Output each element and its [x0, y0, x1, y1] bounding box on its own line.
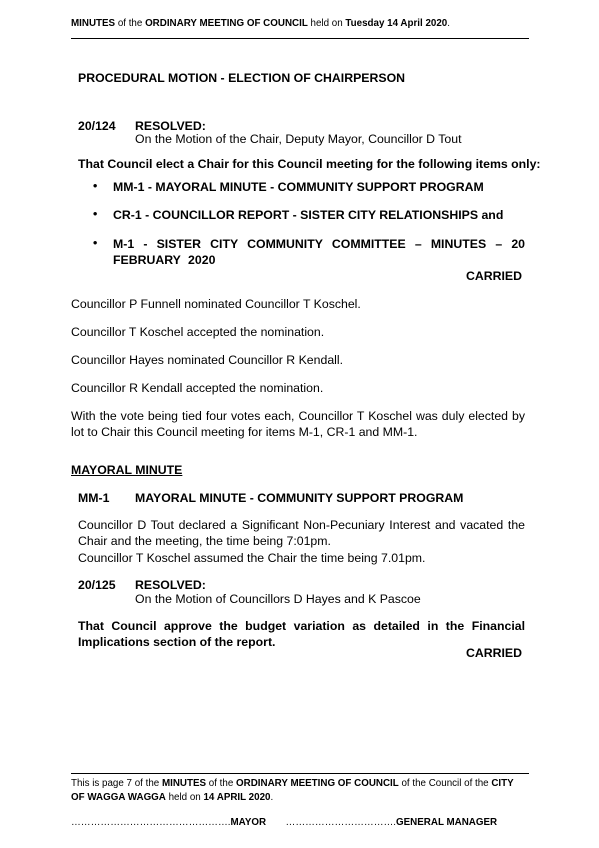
paragraph: With the vote being tied four votes each, Councillor T Koschel was duly elected by lot to Chair this Council meeting for items M-1, CR-1 and MM-1.	[71, 409, 525, 439]
signature-line	[71, 817, 497, 828]
footer-text-2: of the	[206, 778, 237, 789]
paragraph: Councillor P Funnell nominated Councillor T Koschel.	[71, 297, 361, 311]
footer-rule	[71, 773, 529, 774]
page-header	[71, 18, 450, 29]
header-date: Tuesday 14 April 2020	[345, 18, 448, 29]
resolution-mover-2: On the Motion of Councillors D Hayes and K Pascoe	[135, 592, 421, 606]
item-title: MAYORAL MINUTE - COMMUNITY SUPPORT PROGRAM	[135, 491, 464, 505]
mayor-label: MAYOR	[230, 817, 267, 828]
procedural-motion: That Council elect a Chair for this Council meeting for the following items only:	[78, 157, 541, 171]
footer-text-3: of the Council of the	[398, 778, 492, 789]
paragraph: Councillor D Tout declared a Significant Non-Pecuniary Interest and vacated the Chair and the meeting, the time being 7:01pm.	[78, 518, 525, 548]
gm-label: GENERAL MANAGER	[396, 817, 498, 828]
header-text-3: .	[447, 18, 450, 29]
paragraph: Councillor T Koschel accepted the nomination.	[71, 325, 325, 339]
paragraph: Councillor Hayes nominated Councillor R Kendall.	[71, 353, 344, 367]
item-code: MM-1	[78, 491, 110, 505]
bullet-icon: •	[93, 179, 98, 193]
footer-text-5: .	[270, 792, 274, 803]
footer-date: 14 APRIL 2020	[203, 792, 271, 803]
paragraph: Councillor T Koschel assumed the Chair the time being 7.01pm.	[78, 551, 426, 565]
page-footer	[71, 777, 529, 805]
footer-text-4: held on	[165, 792, 204, 803]
resolution-label-2: RESOLVED:	[135, 578, 206, 592]
header-rule	[71, 38, 529, 39]
resolution-label-1: RESOLVED:	[135, 119, 206, 133]
mayoral-motion: That Council approve the budget variation as detailed in the Financial Implications section of the report.	[78, 619, 525, 649]
list-item-text: M-1 - SISTER CITY COMMUNITY COMMITTEE – MINUTES – 20 FEBRUARY 2020	[113, 237, 525, 267]
header-text-1: of the	[115, 18, 146, 29]
footer-minutes: MINUTES	[161, 778, 207, 789]
footer-text-1: This is page 7 of the	[71, 778, 162, 789]
carried-label-1: CARRIED	[465, 269, 522, 283]
header-text-2: held on	[307, 18, 346, 29]
gm-signature-dots: …………………………….	[285, 817, 397, 828]
footer-meeting: ORDINARY MEETING OF COUNCIL	[236, 778, 399, 789]
resolution-number-2: 20/125	[78, 578, 116, 592]
procedural-title: PROCEDURAL MOTION - ELECTION OF CHAIRPERSON	[78, 71, 406, 85]
footer-city: CITY OF WAGGA WAGGA	[71, 778, 514, 803]
header-meeting: ORDINARY MEETING OF COUNCIL	[145, 18, 308, 29]
mayor-signature-dots: ………………………………………….	[71, 817, 231, 828]
list-item-text: MM-1 - MAYORAL MINUTE - COMMUNITY SUPPORT PROGRAM	[113, 180, 484, 194]
bullet-icon: •	[93, 207, 98, 221]
carried-label-2: CARRIED	[465, 646, 522, 660]
paragraph: Councillor R Kendall accepted the nomination.	[71, 381, 324, 395]
resolution-number-1: 20/124	[78, 119, 116, 133]
header-minutes: MINUTES	[71, 18, 116, 29]
list-item-text: CR-1 - COUNCILLOR REPORT - SISTER CITY RELATIONSHIPS and	[113, 208, 504, 222]
resolution-mover-1: On the Motion of the Chair, Deputy Mayor, Councillor D Tout	[135, 132, 462, 146]
bullet-icon: •	[93, 236, 98, 250]
section-heading-mayoral: MAYORAL MINUTE	[71, 463, 183, 477]
